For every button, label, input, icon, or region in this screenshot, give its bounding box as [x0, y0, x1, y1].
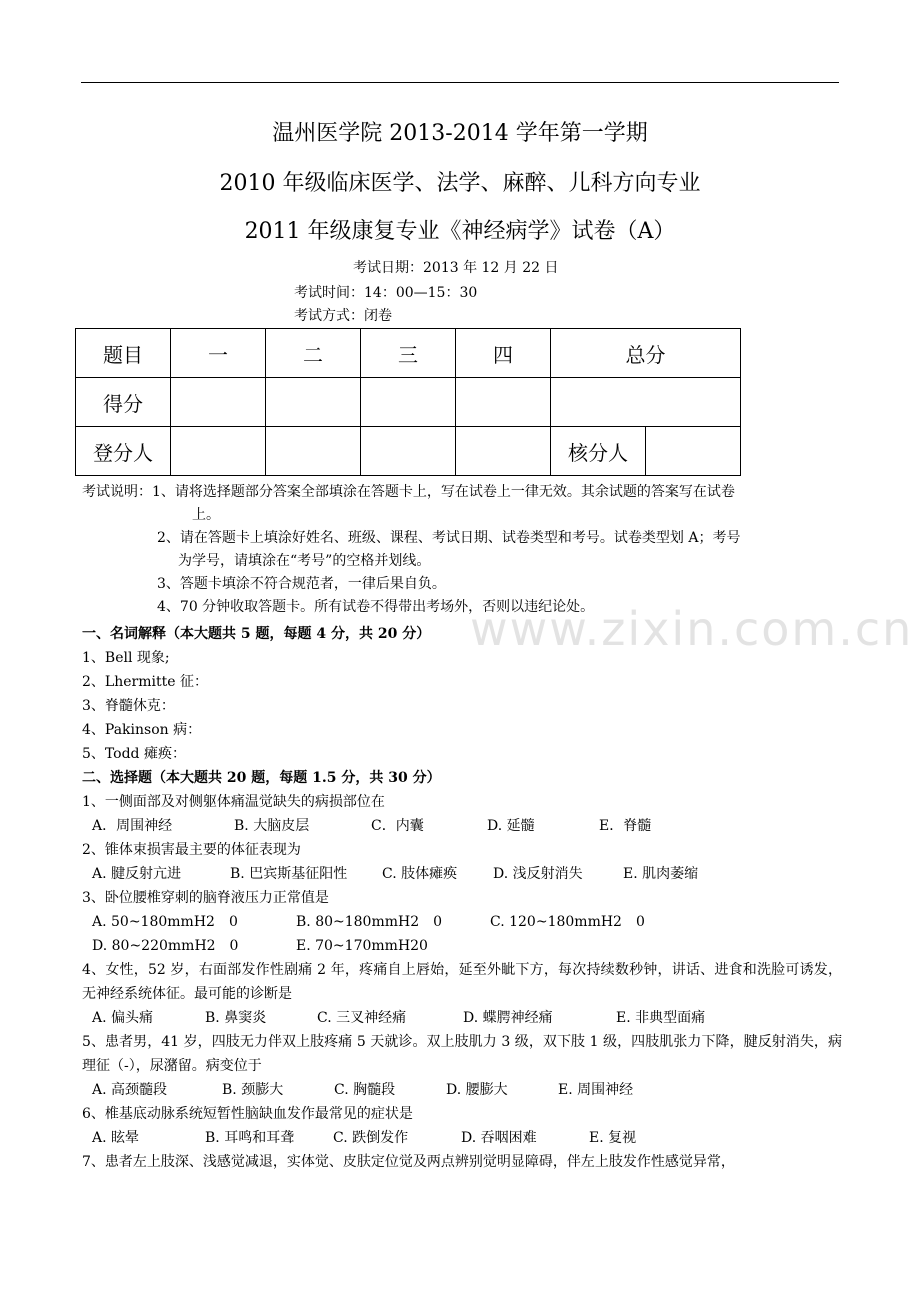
- option: C. 三叉神经痛: [317, 1010, 407, 1026]
- option: B. 大脑皮层: [234, 818, 310, 834]
- title-line-3: 2011 年级康复专业《神经病学》试卷（A）: [244, 219, 676, 244]
- option: C．内囊: [371, 818, 424, 834]
- col-q3-cell: 三: [361, 329, 456, 378]
- option: B. 颈膨大: [222, 1082, 284, 1098]
- score-cell: [456, 378, 551, 427]
- question-stem: 1、一侧面部及对侧躯体痛温觉缺失的病损部位在: [82, 794, 385, 810]
- recorder-cell: [171, 427, 266, 476]
- section1-heading: 一、名词解释（本大题共 5 题，每题 4 分，共 20 分）: [82, 626, 431, 642]
- option: B. 鼻窦炎: [205, 1010, 267, 1026]
- option: D. 吞咽困难: [461, 1130, 537, 1146]
- col-q1-cell: 一: [171, 329, 266, 378]
- option: A. 50~180mmH2 0: [92, 914, 238, 930]
- question-options: [82, 934, 842, 958]
- col-total-cell: 总分: [551, 329, 741, 378]
- option: D. 延髓: [487, 818, 535, 834]
- option: A. 偏头痛: [92, 1010, 154, 1026]
- question-options: [82, 862, 842, 886]
- option: A. 腱反射亢进: [92, 866, 182, 882]
- exam-date: 考试日期：2013 年 12 月 22 日: [353, 260, 559, 276]
- score-table-header-row: [76, 329, 741, 378]
- recorder-cell: [266, 427, 361, 476]
- option: E. 70~170mmH20: [296, 938, 428, 954]
- option: E．脊髓: [599, 818, 652, 834]
- instruction-1: 1、请将选择题部分答案全部填涂在答题卡上，写在试卷上一律无效。其余试题的答案写在试卷: [152, 484, 735, 500]
- option: C. 跌倒发作: [333, 1130, 409, 1146]
- option: D. 80~220mmH2 0: [92, 938, 239, 954]
- option: E. 复视: [589, 1130, 637, 1146]
- option: C. 肢体瘫痪: [382, 866, 458, 882]
- instruction-4: 4、70 分钟收取答题卡。所有试卷不得带出考场外，否则以违纪论处。: [157, 599, 595, 615]
- question-stem: 4、女性，52 岁，右面部发作性剧痛 2 年，疼痛自上唇始，延至外眦下方，每次持续数秒钟，讲话、进食和洗脸可诱发，无神经系统体征。最可能的诊断是: [82, 962, 842, 1002]
- recorder-row-label: 登分人: [76, 427, 171, 476]
- title-line-1: 温州医学院 2013-2014 学年第一学期: [272, 121, 648, 146]
- exam-time: 考试时间：14：00—15：30: [294, 285, 478, 301]
- exam-mode: 考试方式：闭卷: [294, 308, 392, 324]
- term-item: 1、Bell 现象;: [82, 650, 170, 666]
- option: E. 肌肉萎缩: [623, 866, 699, 882]
- score-cell: [171, 378, 266, 427]
- question-stem: 6、椎基底动脉系统短暂性脑缺血发作最常见的症状是: [82, 1106, 413, 1122]
- option: E. 周围神经: [558, 1082, 634, 1098]
- score-row-label: 得分: [76, 378, 171, 427]
- option: B. 耳鸣和耳聋: [205, 1130, 295, 1146]
- instructions-label: 考试说明：: [82, 484, 152, 500]
- term-item: 3、脊髓休克：: [82, 698, 175, 714]
- instruction-3: 3、答题卡填涂不符合规范者，一律后果自负。: [157, 576, 446, 592]
- recorder-cell: [456, 427, 551, 476]
- option: A．周围神经: [92, 818, 173, 834]
- score-cell: [361, 378, 456, 427]
- instruction-2: 2、请在答题卡上填涂好姓名、班级、课程、考试日期、试卷类型和考号。试卷类型划 A；考号: [157, 530, 741, 546]
- top-rule: [81, 82, 839, 83]
- option: A. 眩晕: [92, 1130, 140, 1146]
- question-stem: 5、患者男，41 岁，四肢无力伴双上肢疼痛 5 天就诊。双上肢肌力 3 级，双下肢 1 级，四肢肌张力下降，腱反射消失，病理征（-），尿潴留。病变位于: [82, 1034, 842, 1074]
- option: C. 120~180mmH2 0: [490, 914, 645, 930]
- score-total-cell: [551, 378, 741, 427]
- option: B. 巴宾斯基征阳性: [230, 866, 348, 882]
- recorder-row: [76, 427, 741, 476]
- option: D. 蝶腭神经痛: [463, 1010, 553, 1026]
- option: E. 非典型面痛: [616, 1010, 706, 1026]
- title-line-2: 2010 年级临床医学、法学、麻醉、儿科方向专业: [219, 171, 701, 196]
- watermark-text: www.zixin.com.cn: [470, 602, 914, 656]
- question-options: [82, 814, 842, 838]
- term-item: 4、Pakinson 病：: [82, 722, 202, 738]
- instruction-2-cont: 为学号，请填涂在“考号”的空格并划线。: [178, 553, 431, 569]
- option: B. 80~180mmH2 0: [296, 914, 443, 930]
- instruction-1-cont: 上。: [192, 507, 220, 523]
- recorder-cell: [361, 427, 456, 476]
- term-item: 2、Lhermitte 征：: [82, 674, 208, 690]
- score-table: [75, 328, 741, 476]
- exam-body: [82, 622, 842, 1174]
- col-q2-cell: 二: [266, 329, 361, 378]
- col-label-cell: 题目: [76, 329, 171, 378]
- option: D. 腰膨大: [446, 1082, 508, 1098]
- instructions: [82, 481, 840, 619]
- option: C. 胸髓段: [334, 1082, 396, 1098]
- question-stem: 3、卧位腰椎穿刺的脑脊液压力正常值是: [82, 890, 329, 906]
- option: A. 高颈髓段: [92, 1082, 168, 1098]
- question-options: [82, 910, 842, 934]
- checker-cell: [646, 427, 741, 476]
- question-stem: 2、锥体束损害最主要的体征表现为: [82, 842, 301, 858]
- question-options: [82, 1078, 842, 1102]
- score-row: [76, 378, 741, 427]
- section2-heading: 二、选择题（本大题共 20 题，每题 1.5 分，共 30 分）: [82, 770, 441, 786]
- instruction-line: [82, 481, 840, 504]
- checker-label: 核分人: [551, 427, 646, 476]
- question-options: [82, 1006, 842, 1030]
- score-cell: [266, 378, 361, 427]
- option: D. 浅反射消失: [493, 866, 583, 882]
- col-q4-cell: 四: [456, 329, 551, 378]
- term-item: 5、Todd 瘫痪：: [82, 746, 186, 762]
- question-options: [82, 1126, 842, 1150]
- question-stem: 7、患者左上肢深、浅感觉减退，实体觉、皮肤定位觉及两点辨别觉明显障碍，伴左上肢发作性感觉异常，: [82, 1154, 735, 1170]
